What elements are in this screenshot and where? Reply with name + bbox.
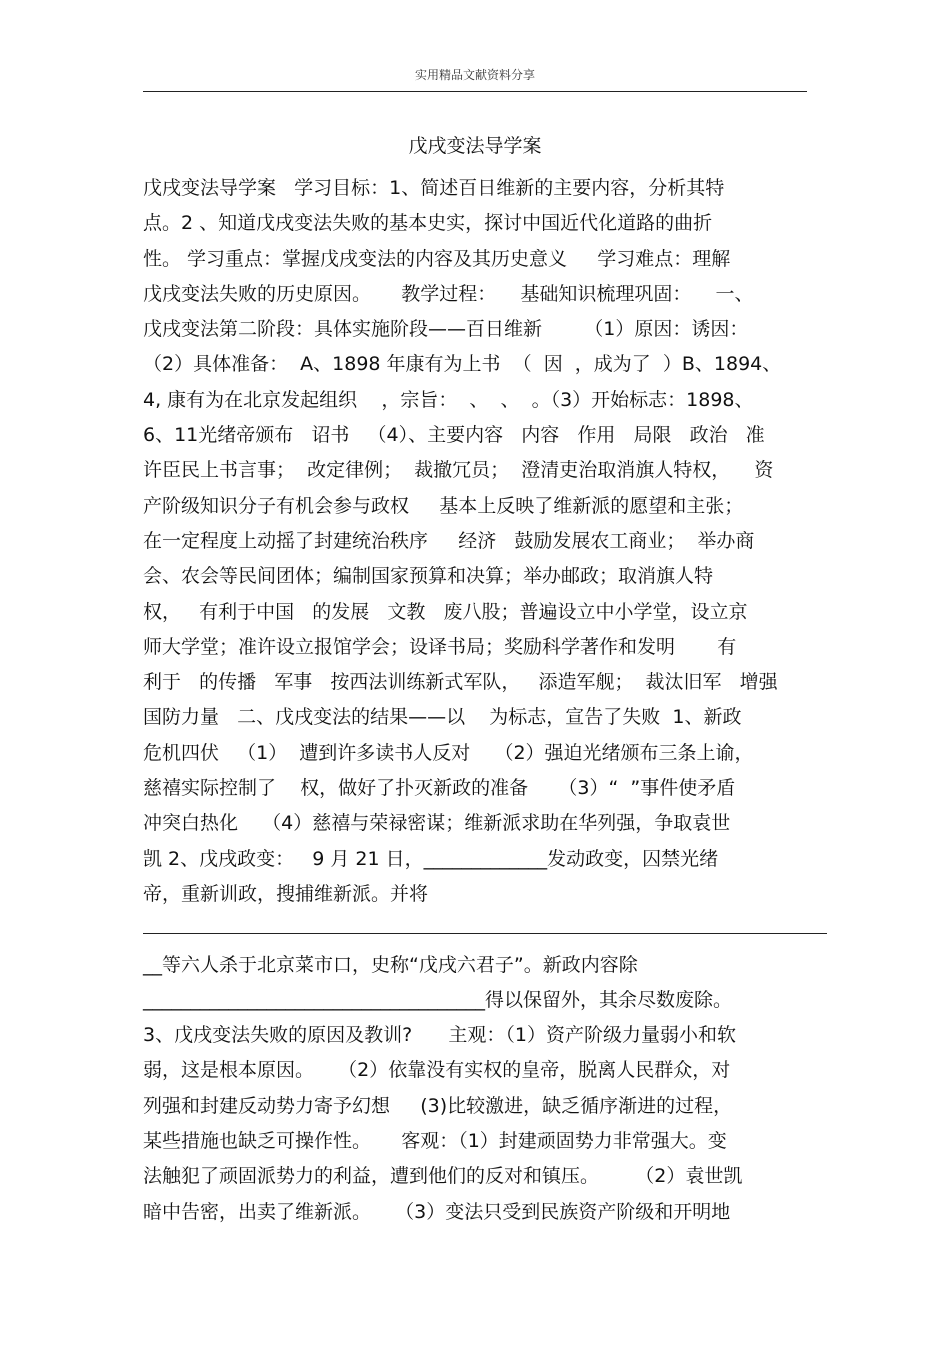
text-line: 法触犯了顽固派势力的利益，遭到他们的反对和镇压。 （2）袁世凯 xyxy=(143,1165,743,1188)
text-line: 帝，重新训政，搜捕维新派。并将 xyxy=(143,882,429,905)
text-line: 列强和封建反动势力寄予幻想 (3)比较激进，缺乏循序渐进的过程， xyxy=(143,1094,733,1117)
text-line: 许臣民上书言事； 改定律例； 裁撤冗员； 澄清吏治取消旗人特权， 资 xyxy=(143,459,774,482)
text-line: 3、戊戌变法失败的原因及教训? 主观：（1）资产阶级力量弱小和软 xyxy=(143,1024,737,1047)
text-line: 6、11光绪帝颁布 诏书 （4）、主要内容 内容 作用 局限 政治 准 xyxy=(143,424,765,447)
document-title: 戊戌变法导学案 xyxy=(408,135,542,157)
text-line: 性。 学习重点：掌握戊戌变法的内容及其历史意义 学习难点：理解 xyxy=(143,247,731,270)
text-line: 凯 2、戊戌政变： 9 月 21 日，_____________发动政变，囚禁光绪 xyxy=(143,847,719,870)
text-line: 国防力量 二、戊戌变法的结果——以 为标志，宣告了失败 1、新政 xyxy=(143,706,742,729)
text-line: 戊戌变法失败的历史原因。 教学过程： 基础知识梳理巩固： 一、 xyxy=(143,282,754,305)
text-line: __等六人杀于北京菜市口，史称“戊戌六君子”。新政内容除 xyxy=(143,953,638,976)
fill-in-blank-line xyxy=(143,933,827,934)
text-line: 弱，这是根本原因。 （2）依靠没有实权的皇帝，脱离人民群众，对 xyxy=(143,1059,731,1082)
text-line: 权， 有利于中国 的发展 文教 废八股；普遍设立中小学堂，设立京 xyxy=(143,600,748,623)
text-line: 会、农会等民间团体；编制国家预算和决算；举办邮政；取消旗人特 xyxy=(143,565,714,588)
text-line: 4, 康有为在北京发起组织 ，宗旨： 、 、 。（3）开始标志：1898、 xyxy=(143,388,754,411)
text-line: 产阶级知识分子有机会参与政权 基本上反映了维新派的愿望和主张； xyxy=(143,494,744,517)
text-line: 师大学堂；准许设立报馆学会；设译书局；奖励科学著作和发明 有 xyxy=(143,635,737,658)
text-line: 利于 的传播 军事 按西法训练新式军队， 添造军舰； 裁汰旧军 增强 xyxy=(143,671,778,694)
text-line: 危机四伏 （1） 遭到许多读书人反对 （2）强迫光绪颁布三条上谕， xyxy=(143,741,754,764)
text-line xyxy=(143,912,807,947)
page-header: 实用精品文献资料分享 xyxy=(414,68,535,82)
text-line: （2）具体准备： A、1898 年康有为上书 （ 因 ，成为了 ）B、1894、 xyxy=(143,353,782,376)
text-line: 在一定程度上动摇了封建统治秩序 经济 鼓励发展农工商业； 举办商 xyxy=(143,529,755,552)
text-line: 戊戌变法导学案 学习目标：1、简述百日维新的主要内容，分析其特 xyxy=(143,177,725,199)
text-line: 某些措施也缺乏可操作性。 客观：（1）封建顽固势力非常强大。变 xyxy=(143,1130,727,1153)
text-line: 暗中告密，出卖了维新派。 （3）变法只受到民族资产阶级和开明地 xyxy=(143,1200,731,1223)
text-line: ____________________________________得以保留外，其余尽数废除。 xyxy=(143,988,733,1011)
text-line: 戊戌变法第二阶段：具体实施阶段——百日维新 （1）原因：诱因： xyxy=(143,318,749,341)
text-line: 点。2 、知道戊戌变法失败的基本史实，探讨中国近代化道路的曲折 xyxy=(143,212,713,235)
document-body xyxy=(143,171,807,1230)
header-divider xyxy=(143,91,807,92)
text-line: 冲突白热化 （4）慈禧与荣禄密谋；维新派求助在华列强，争取袁世 xyxy=(143,812,731,835)
text-line: 慈禧实际控制了 权，做好了扑灭新政的准备 （3）“ ”事件使矛盾 xyxy=(143,777,736,800)
